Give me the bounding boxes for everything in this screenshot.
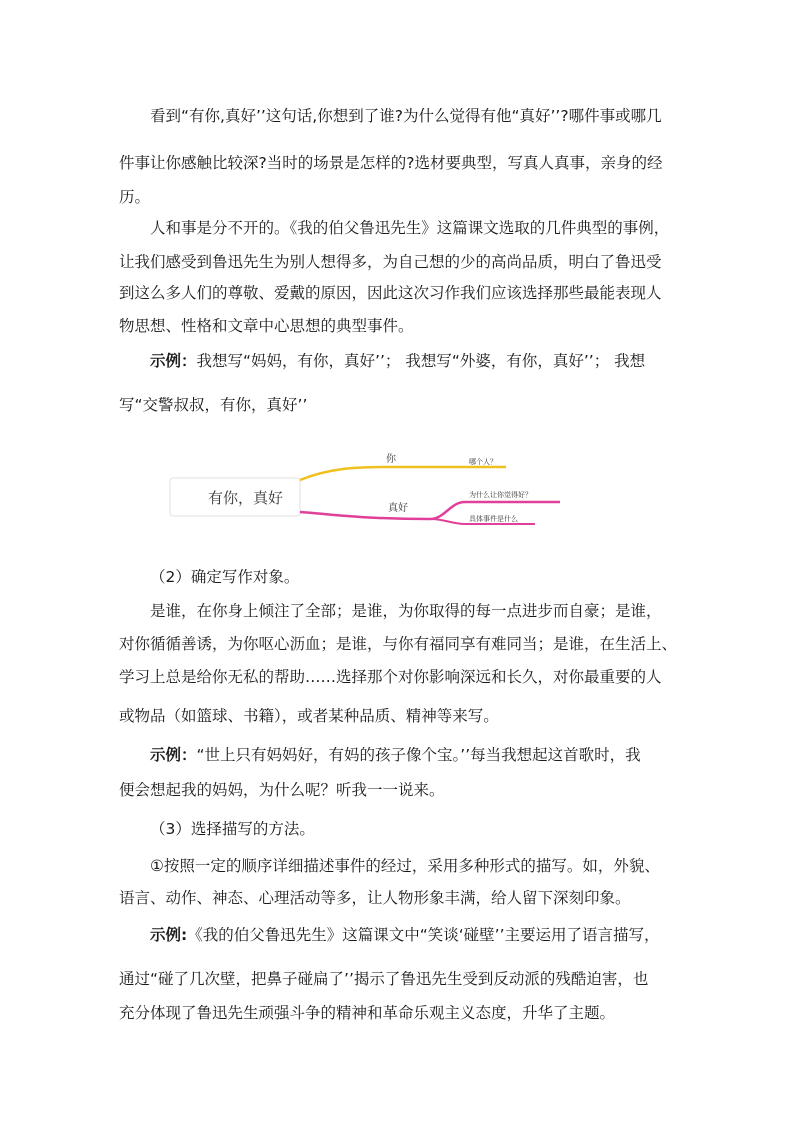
mindmap-root: 有你，真好 (208, 489, 284, 507)
example-label: 示例： (150, 746, 197, 764)
mindmap-leaf-event: 具体事件是什么 (469, 515, 518, 523)
mindmap-branch-good: 真好 (388, 503, 408, 514)
text-line: 示例：我想写“妈妈，有你，真好’’； 我想写“外婆，有你，真好’’； 我想 (150, 352, 646, 370)
text-line: 看到“有你,真好’’这句话,你想到了谁?为什么觉得有他“真好’’?哪件事或哪几 (150, 107, 662, 125)
text-line: 历。 (119, 188, 151, 206)
section-heading: （2）确定写作对象。 (150, 568, 300, 586)
text-line: 学习上总是给你无私的帮助……选择那个对你影响深远和长久，对你最重要的人 (119, 668, 662, 686)
example-label: 示例： (150, 352, 197, 370)
text-line: 到这么多人们的尊敬、爱戴的原因，因此这次习作我们应该选择那些最能表现人 (119, 284, 662, 302)
mindmap-leaf-why: 为什么让你觉得好？ (469, 491, 532, 499)
mindmap-branch-good-line (300, 502, 560, 519)
text-line: 是谁，在你身上倾注了全部；是谁，为你取得的每一点进步而自豪；是谁， (150, 602, 662, 620)
text-line: 便会想起我的妈妈，为什么呢？听我一一说来。 (119, 781, 445, 799)
text-line: 语言、动作、神态、心理活动等多，让人物形象丰满，给人留下深刻印象。 (119, 889, 631, 907)
text-line: 或物品（如篮球、书籍），或者某种品质、精神等来写。 (119, 707, 499, 725)
section-heading: （3）选择描写的方法。 (150, 820, 315, 838)
mindmap-leaf-who: 哪个人？ (469, 458, 497, 466)
text-line: 示例:《我的伯父鲁迅先生》这篇课文中“笑谈‘碰壁’’主要运用了语言描写， (150, 926, 660, 944)
text-line: 物思想、性格和文章中心思想的典型事件。 (119, 317, 414, 335)
text-line: 件事让你感触比较深?当时的场景是怎样的?选材要典型，写真人真事，亲身的经 (119, 154, 663, 172)
text-line: 写“交警叔叔，有你，真好’’ (119, 396, 308, 414)
text-line: 对你循循善诱，为你呕心沥血；是谁，与你有福同享有难同当；是谁，在生活上、 (119, 635, 678, 653)
example-label: 示例: (150, 926, 188, 944)
text-line: 人和事是分不开的。《我的伯父鲁迅先生》这篇课文选取的几件典型的事例， (150, 219, 670, 237)
mind-map (160, 444, 580, 529)
mindmap-branch-you-line (300, 467, 506, 480)
text-line: 通过“碰了几次壁，把鼻子碰扁了’’揭示了鲁迅先生受到反动派的残酷迫害，也 (119, 970, 649, 988)
text-line: 充分体现了鲁迅先生顽强斗争的精神和革命乐观主义态度，升华了主题。 (119, 1004, 616, 1022)
text-line: 让我们感受到鲁迅先生为别人想得多，为自己想的少的高尚品质，明白了鲁迅受 (119, 253, 662, 271)
mindmap-branch-you: 你 (386, 454, 396, 465)
text-line: 示例：“世上只有妈妈好，有妈的孩子像个宝。’’每当我想起这首歌时，我 (150, 746, 641, 764)
text-line: ①按照一定的顺序详细描述事件的经过，采用多种形式的描写。如，外貌、 (150, 857, 660, 875)
